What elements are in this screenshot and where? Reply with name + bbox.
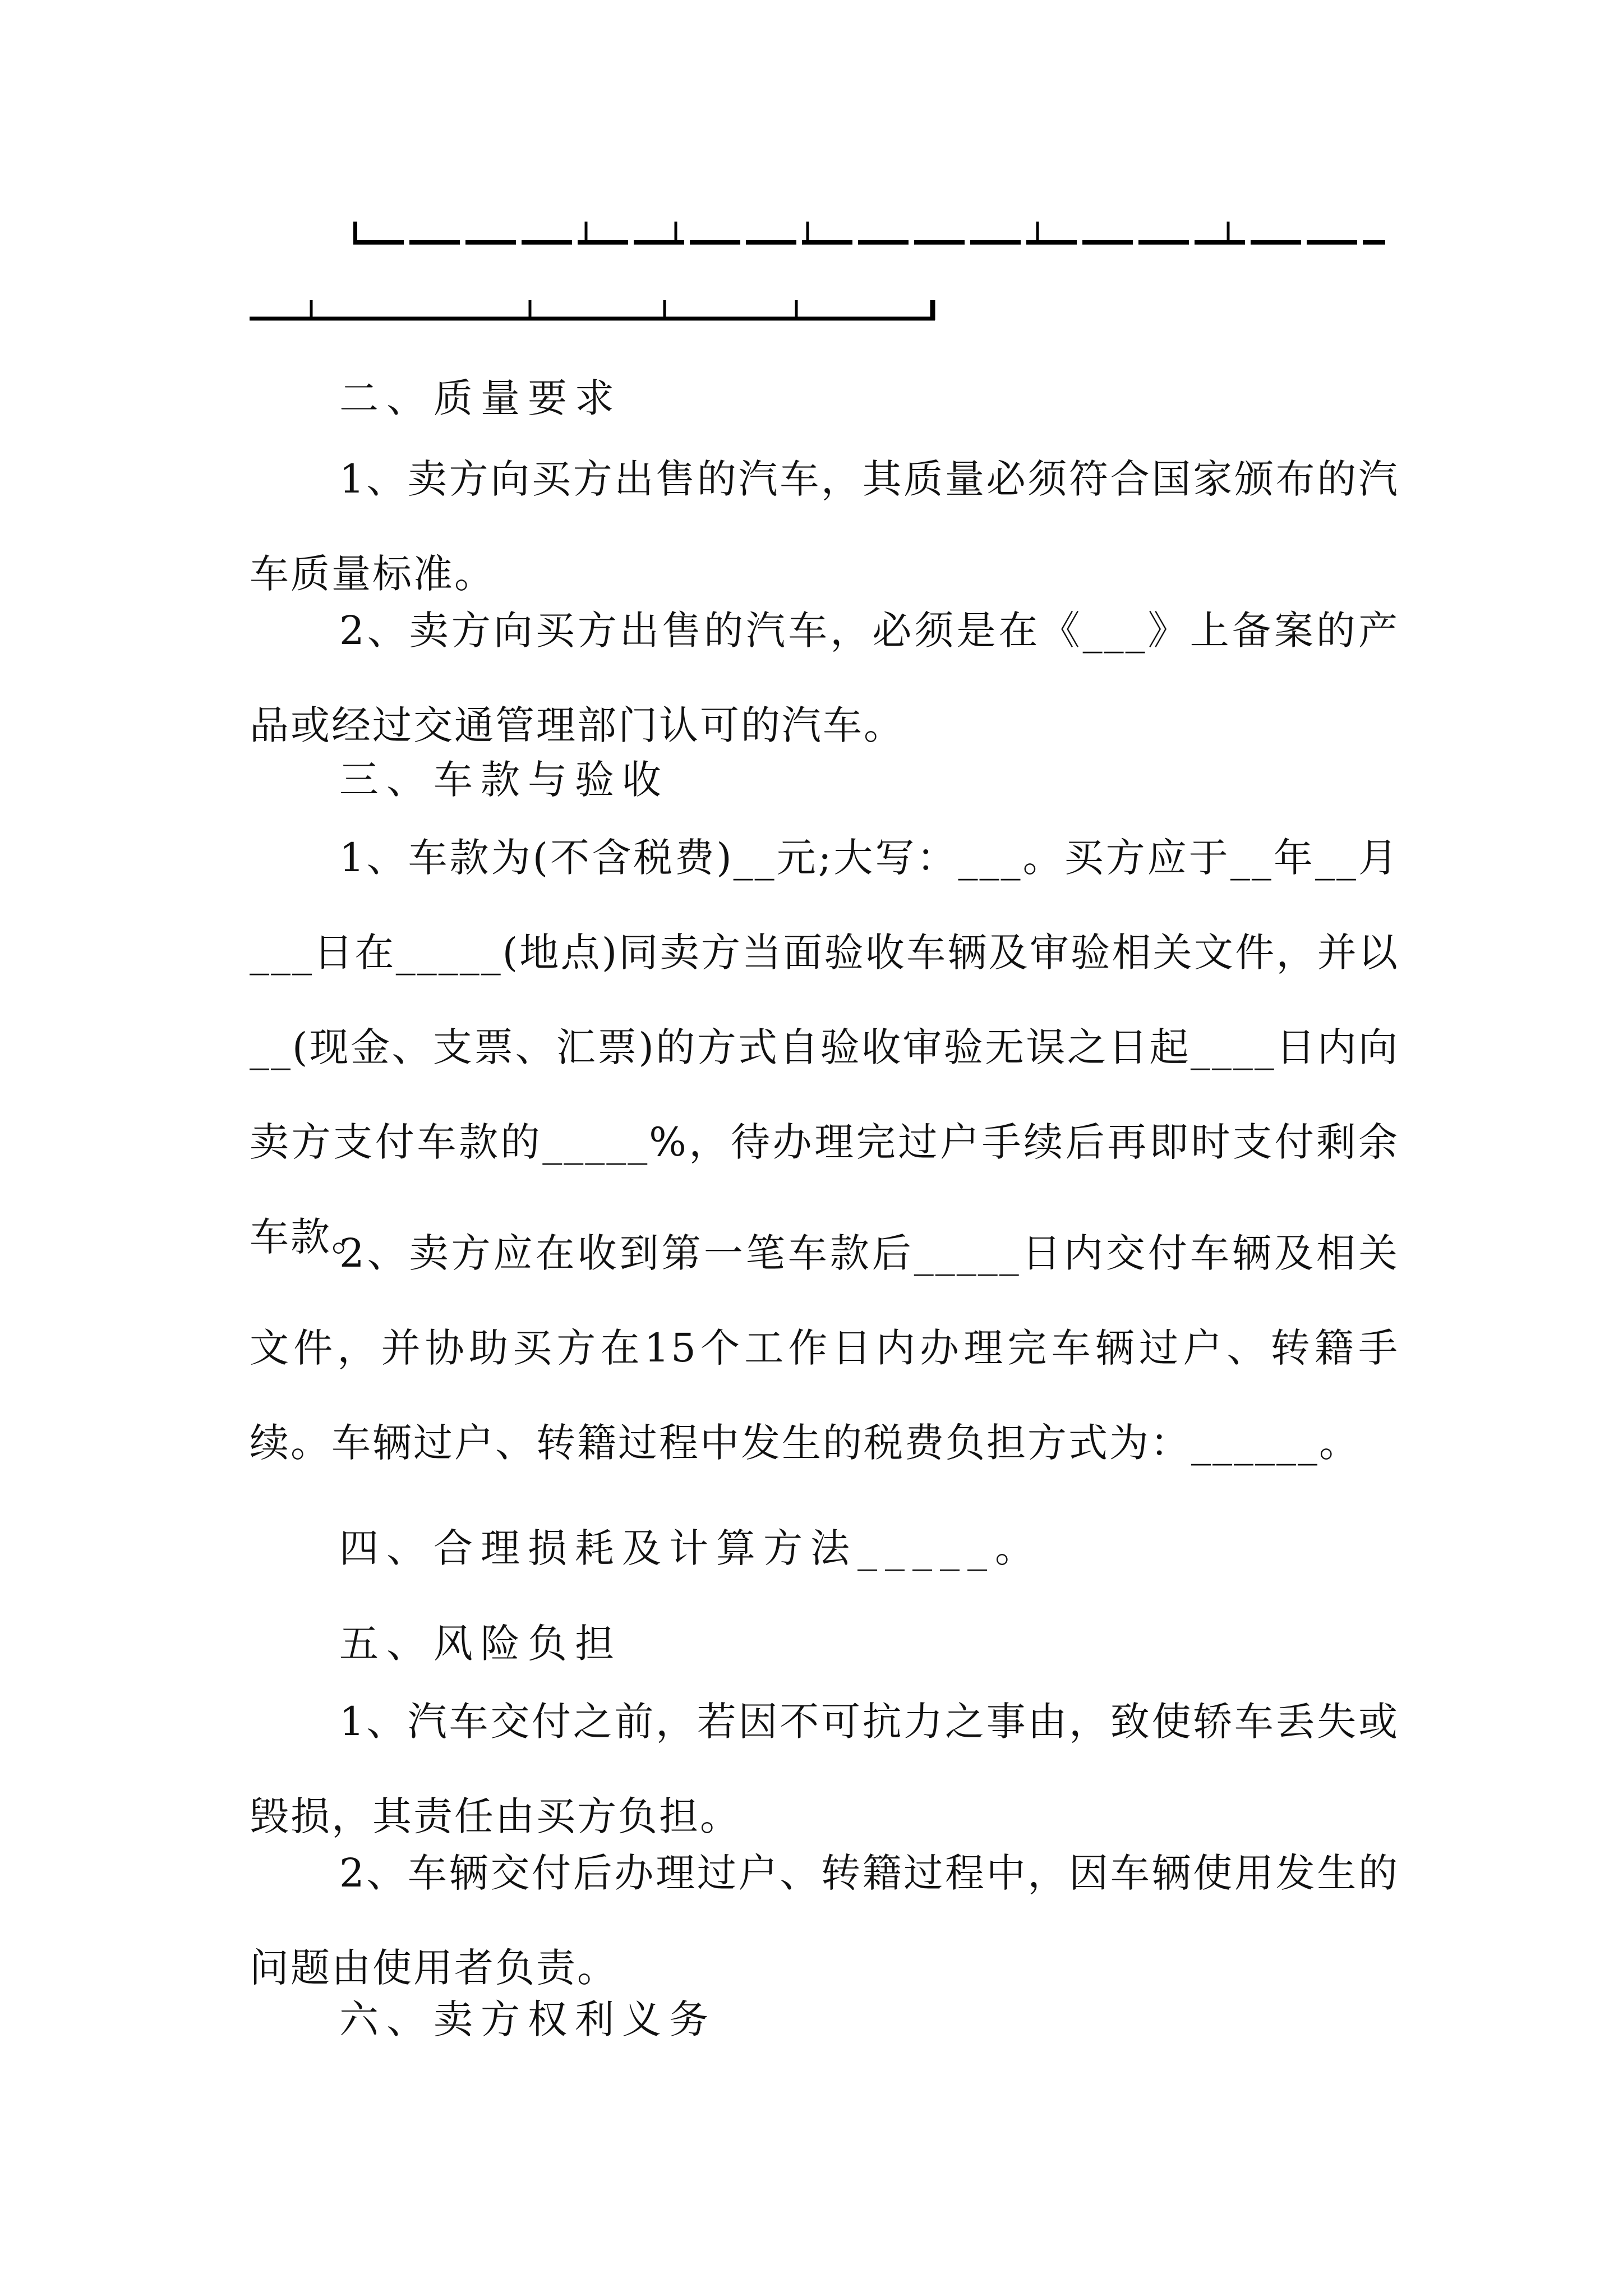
paragraph-risk-2: 2、车辆交付后办理过户、转籍过程中，因车辆使用发生的问题由使用者负责。 — [250, 1850, 1399, 1991]
paragraph-risk-1: 1、汽车交付之前，若因不可抗力之事由，致使轿车丢失或毁损，其责任由买方负担。 — [250, 1699, 1399, 1839]
section-heading-risk: 五、风险负担 — [339, 1621, 622, 1667]
table-border-bottom — [250, 300, 937, 323]
paragraph-quality-1: 1、卖方向买方出售的汽车，其质量必须符合国家颁布的汽车质量标准。 — [250, 456, 1399, 597]
section-heading-quality: 二、质量要求 — [339, 375, 622, 421]
paragraph-quality-2: 2、卖方向买方出售的汽车，必须是在《___》上备案的产品或经过交通管理部门认可的汽车。 — [250, 608, 1399, 748]
paragraph-payment-1: 1、车款为(不含税费)__元;大写：___。买方应于__年__月___日在_____(地点)同卖方当面验收车辆及审验相关文件，并以__(现金、支票、汇票)的方式自验收审验无误之日起____日内向卖方支付车款的_____%，待办理完过户手续后再即时支付剩余车款。 — [250, 835, 1399, 1260]
table-border-bottom-svg — [250, 300, 937, 323]
section-heading-seller-rights: 六、卖方权利义务 — [339, 1996, 716, 2042]
section-heading-loss: 四、合理损耗及计算方法_____。 — [339, 1525, 1042, 1571]
table-border-top-svg — [353, 222, 1385, 247]
section-heading-payment: 三、车款与验收 — [339, 757, 669, 803]
table-border-top — [353, 222, 1385, 247]
paragraph-payment-2: 2、卖方应在收到第一笔车款后_____日内交付车辆及相关文件，并协助买方在15个工作日内办理完车辆过户、转籍手续。车辆过户、转籍过程中发生的税费负担方式为：______。 — [250, 1230, 1399, 1466]
